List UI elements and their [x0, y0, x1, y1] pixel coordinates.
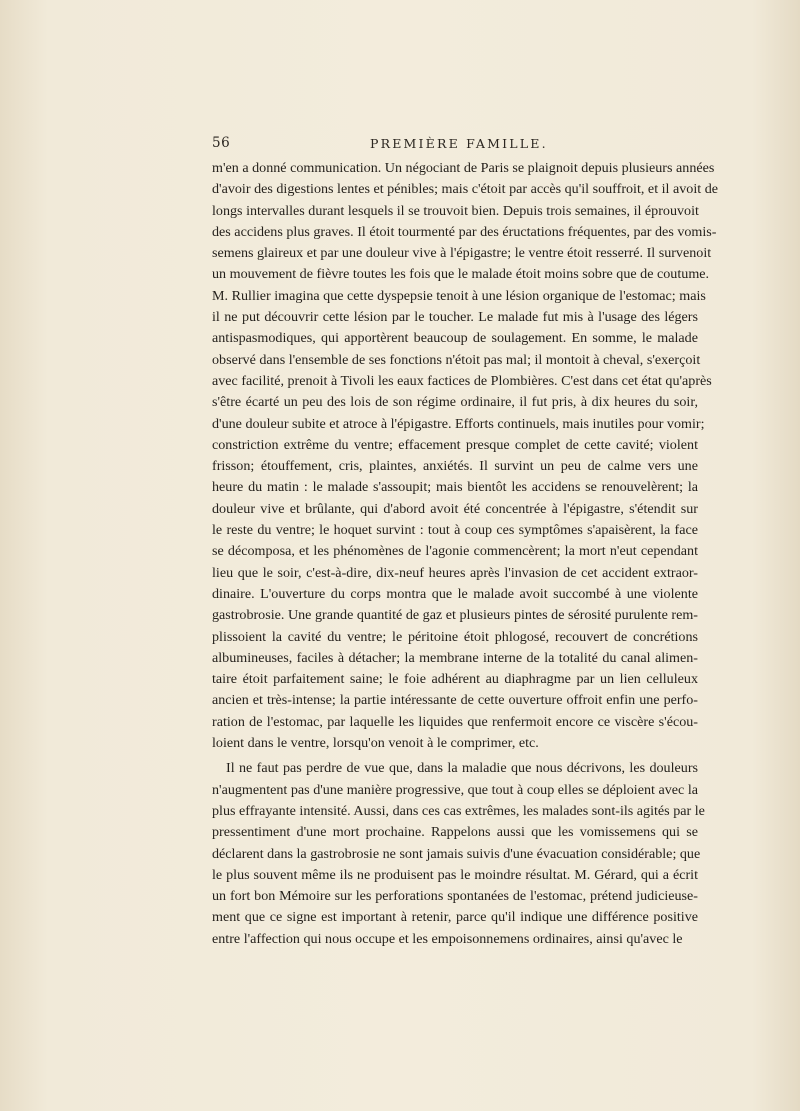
- text-line: ment que ce signe est important à retenir, parce qu'il indique une différence positive: [212, 909, 698, 926]
- text-line: dinaire. L'ouverture du corps montra que le malade avoit succombé à une violente: [212, 585, 698, 602]
- paragraph: [212, 158, 718, 754]
- text-line: ration de l'estomac, par laquelle les liquides que renfermoit encore ce viscère s'écou-: [212, 713, 698, 730]
- body-text: [212, 158, 718, 950]
- text-line: taire étoit parfaitement saine; le foie adhérent au diaphragme par un lien celluleux: [212, 671, 698, 688]
- page-number: 56: [212, 135, 231, 151]
- text-line: pressentiment d'une mort prochaine. Rappelons aussi que les vomissemens qui se: [212, 824, 698, 841]
- text-line: gastrobrosie. Une grande quantité de gaz et plusieurs pintes de sérosité purulente rem-: [212, 607, 698, 624]
- paragraph: [212, 758, 705, 950]
- text-line: antispasmodiques, qui apportèrent beaucoup de soulagement. En somme, le malade: [212, 330, 698, 347]
- text-line: il ne put découvrir cette lésion par le toucher. Le malade fut mis à l'usage des légers: [212, 309, 698, 326]
- text-line: s'être écarté un peu des lois de son régime ordinaire, il fut pris, à dix heures du soir,: [212, 394, 698, 411]
- text-line: d'avoir des digestions lentes et pénibles; mais c'étoit par accès qu'il souffroit, et il avoit de: [212, 181, 718, 198]
- text-line: albumineuses, faciles à détacher; la membrane interne de la totalité du canal alimen-: [212, 649, 698, 666]
- text-line: constriction extrême du ventre; effacement presque complet de cette cavité; violent: [212, 436, 698, 453]
- text-line: un mouvement de fièvre toutes les fois que le malade étoit moins sobre que de coutume.: [212, 266, 710, 283]
- text-line: semens glaireux et par une douleur vive à l'épigastre; le ventre étoit resserré. Il survenoit: [212, 245, 712, 262]
- text-line: plissoient la cavité du ventre; le péritoine étoit phlogosé, recouvert de concrétions: [212, 628, 698, 645]
- text-line: déclarent dans la gastrobrosie ne sont jamais suivis d'une évacuation considérable; que: [212, 845, 701, 862]
- text-line: n'augmentent pas d'une manière progressive, que tout à coup elles se déploient avec la: [212, 781, 698, 798]
- text-line: un fort bon Mémoire sur les perforations spontanées de l'estomac, prétend judicieuse-: [212, 888, 698, 905]
- text-line: avec facilité, prenoit à Tivoli les eaux factices de Plombières. C'est dans cet état qu'après: [212, 372, 712, 389]
- text-line: plus effrayante intensité. Aussi, dans ces cas extrêmes, les malades sont-ils agités par le: [212, 802, 705, 819]
- text-line: d'une douleur subite et atroce à l'épigastre. Efforts continuels, mais inutiles pour vomir;: [212, 415, 705, 432]
- text-line: M. Rullier imagina que cette dyspepsie tenoit à une lésion organique de l'estomac; mais: [212, 287, 706, 304]
- text-line: le plus souvent même ils ne produisent pas le moindre résultat. M. Gérard, qui a écrit: [212, 866, 698, 883]
- text-line: frisson; étouffement, cris, plaintes, anxiétés. Il survint un peu de calme vers une: [212, 458, 698, 475]
- text-line: heure du matin : le malade s'assoupit; mais bientôt les accidens se renouvelèrent; la: [212, 479, 698, 496]
- text-line: Il ne faut pas perdre de vue que, dans la maladie que nous décrivons, les douleurs: [226, 760, 698, 777]
- running-title: PREMIÈRE FAMILLE.: [370, 136, 548, 151]
- text-line: douleur vive et brûlante, qui d'abord avoit été concentrée à l'épigastre, s'étendit sur: [212, 500, 698, 517]
- running-head: [212, 135, 698, 155]
- text-line: entre l'affection qui nous occupe et les empoisonnemens ordinaires, ainsi qu'avec le: [212, 930, 683, 947]
- text-line: m'en a donné communication. Un négociant de Paris se plaignoit depuis plusieurs années: [212, 160, 715, 176]
- text-line: ancien et très-intense; la partie intéressante de cette ouverture offroit enfin une perfo-: [212, 692, 698, 709]
- text-line: longs intervalles durant lesquels il se trouvoit bien. Depuis trois semaines, il éprouvoit: [212, 202, 699, 219]
- text-line: le reste du ventre; le hoquet survint : tout à coup ces symptômes s'apaisèrent, la face: [212, 522, 698, 539]
- text-line: se décomposa, et les phénomènes de l'agonie commencèrent; la mort n'eut cependant: [212, 543, 698, 560]
- text-line: des accidens plus graves. Il étoit tourmenté par des éructations fréquentes, par des vomis-: [212, 223, 717, 240]
- text-line: loient dans le ventre, lorsqu'on venoit à le comprimer, etc.: [212, 735, 539, 752]
- text-line: lieu que le soir, c'est-à-dire, dix-neuf heures après l'invasion de cet accident extraor-: [212, 564, 698, 581]
- text-line: observé dans l'ensemble de ses fonctions n'étoit pas mal; il montoit à cheval, s'exerçoit: [212, 351, 701, 368]
